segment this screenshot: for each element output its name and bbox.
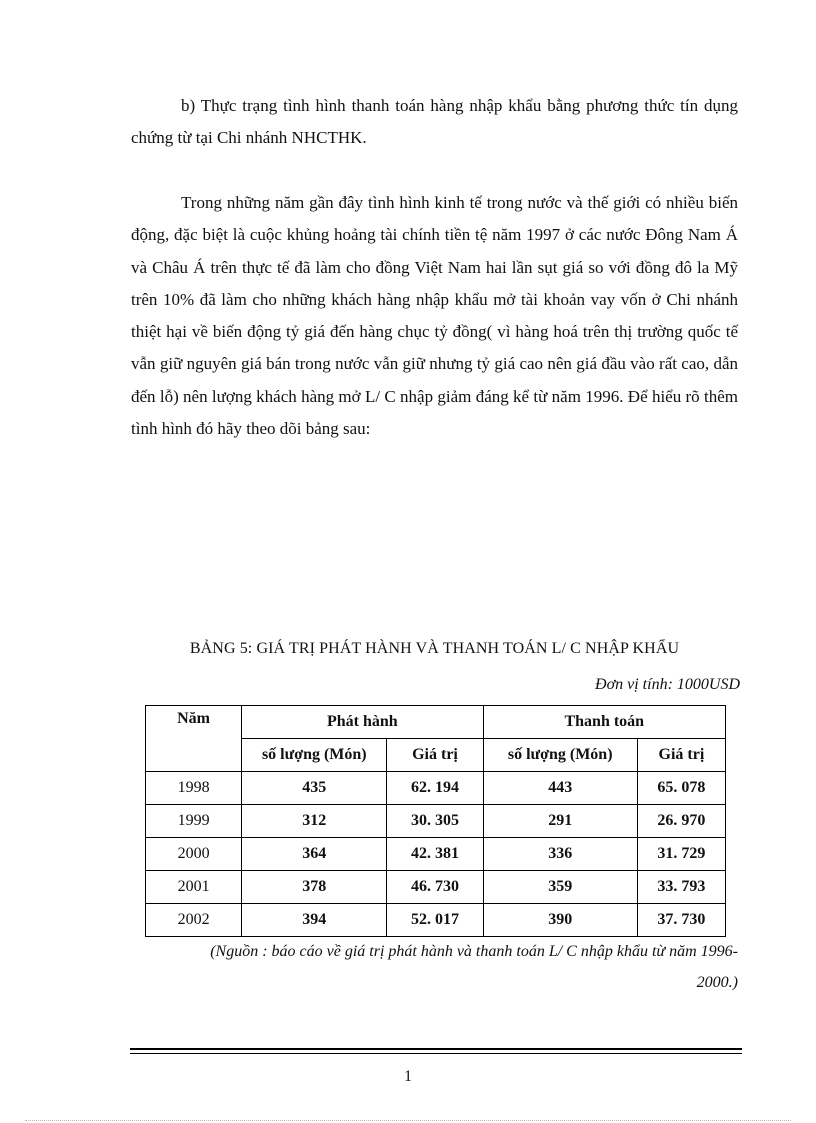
cell-paid-value: 31. 729	[637, 838, 725, 871]
cell-issued-count: 394	[242, 904, 387, 937]
cell-year: 1998	[146, 772, 242, 805]
page-number: 1	[404, 1068, 412, 1085]
table-row	[146, 904, 726, 937]
cell-issued-count: 378	[242, 871, 387, 904]
cell-issued-count: 364	[242, 838, 387, 871]
header-paid-value: Giá trị	[637, 739, 725, 772]
cell-issued-value: 46. 730	[387, 871, 483, 904]
table-caption: BẢNG 5: GIÁ TRỊ PHÁT HÀNH VÀ THANH TOÁN L/ C NHẬP KHẨU	[189, 640, 680, 657]
cell-issued-value: 42. 381	[387, 838, 483, 871]
header-paid: Thanh toán	[483, 706, 725, 739]
cell-issued-value: 62. 194	[387, 772, 483, 805]
cell-paid-count: 390	[483, 904, 637, 937]
cell-issued-count: 312	[242, 805, 387, 838]
footer-rule-thin	[130, 1053, 742, 1054]
cell-issued-value: 52. 017	[387, 904, 483, 937]
cell-paid-count: 359	[483, 871, 637, 904]
table-row	[146, 805, 726, 838]
cell-paid-value: 37. 730	[637, 904, 725, 937]
cell-year: 1999	[146, 805, 242, 838]
table-unit: Đơn vị tính: 1000USD	[595, 676, 740, 693]
table-row	[146, 772, 726, 805]
cell-year: 2001	[146, 871, 242, 904]
cell-paid-value: 65. 078	[637, 772, 725, 805]
paragraph-body: Trong những năm gần đây tình hình kinh tế trong nước và thế giới có nhiều biến động, đặc biệt là cuộc khủng hoảng tài chính tiền tệ năm 1997 ở các nước Đông Nam Á và Châu Á trên thực tế đã làm cho đồng Việt Nam hai lần sụt giá so với đồng đô la Mỹ trên 10% đã làm cho những khách hàng nhập khẩu mở tài khoản vay vốn ở Chi nhánh thiệt hại về biến động tỷ giá đến hàng chục tỷ đồng( vì hàng hoá trên thị trường quốc tế vẫn giữ nguyên giá bán trong nước vẫn giữ nhưng tỷ giá cao nên giá đầu vào rất cao, dẫn đến lỗ) nên lượng khách hàng mở L/ C nhập giảm đáng kể từ năm 1996. Để hiểu rõ thêm tình hình đó hãy theo dõi bảng sau:	[131, 193, 738, 439]
header-paid-count: số lượng (Món)	[483, 739, 637, 772]
table-row	[146, 838, 726, 871]
header-issued: Phát hành	[242, 706, 483, 739]
cell-year: 2000	[146, 838, 242, 871]
header-issued-count: số lượng (Món)	[242, 739, 387, 772]
footer-rule-thick	[130, 1048, 742, 1050]
cell-year: 2002	[146, 904, 242, 937]
cell-paid-value: 26. 970	[637, 805, 725, 838]
page-bottom-divider	[25, 1120, 791, 1121]
paragraph-heading-b: b) Thực trạng tình hình thanh toán hàng nhập khẩu bằng phương thức tín dụng chứng từ tại Chi nhánh NHCTHK.	[131, 96, 738, 148]
cell-paid-value: 33. 793	[637, 871, 725, 904]
cell-issued-value: 30. 305	[387, 805, 483, 838]
header-year: Năm	[146, 706, 242, 772]
lc-table	[145, 705, 726, 937]
cell-paid-count: 336	[483, 838, 637, 871]
cell-paid-count: 291	[483, 805, 637, 838]
table-source-note: (Nguồn : báo cáo về giá trị phát hành và thanh toán L/ C nhập khẩu từ năm 1996-2000.)	[210, 943, 738, 991]
table-row	[146, 871, 726, 904]
header-issued-value: Giá trị	[387, 739, 483, 772]
cell-issued-count: 435	[242, 772, 387, 805]
table-header-row	[146, 706, 726, 739]
cell-paid-count: 443	[483, 772, 637, 805]
